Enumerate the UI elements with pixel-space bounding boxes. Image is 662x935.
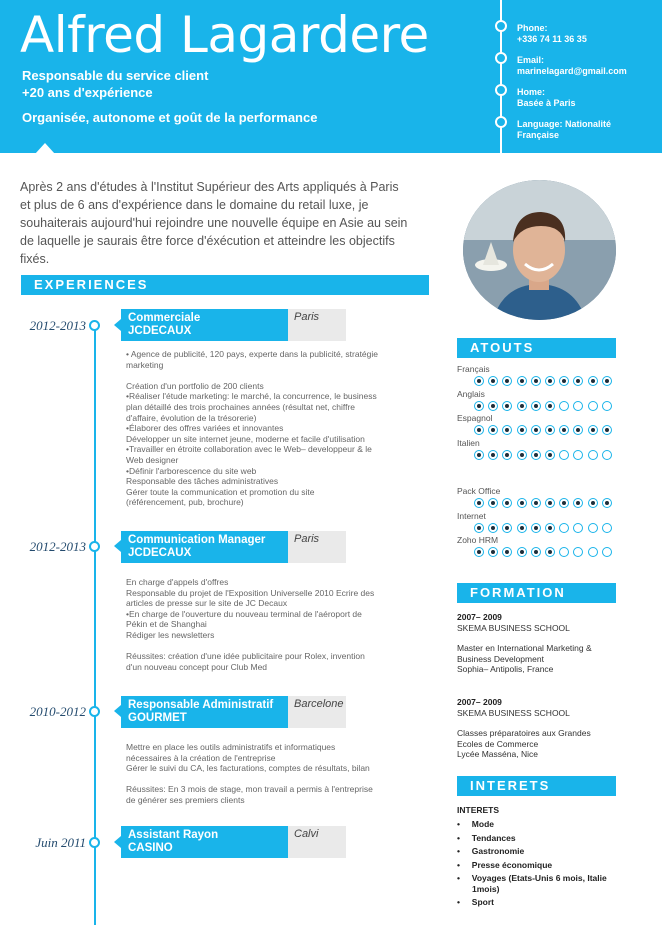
skill-dot-empty bbox=[573, 450, 583, 460]
contact-email bbox=[517, 55, 627, 77]
job-header bbox=[121, 309, 288, 341]
job-title: Assistant Rayon bbox=[128, 829, 219, 841]
experience-date: Juin 2011 bbox=[35, 835, 86, 850]
experiences-section-title: EXPERIENCES bbox=[21, 275, 429, 295]
skill-dot-filled bbox=[517, 523, 527, 533]
phone-value[interactable]: +336 74 11 36 35 bbox=[517, 34, 587, 44]
job-description-line bbox=[126, 774, 373, 785]
skill-dot-filled bbox=[573, 498, 583, 508]
tagline: Organisée, autonome et goût de la performance bbox=[22, 110, 318, 125]
job-description-line: Réussites: En 3 mois de stage, mon travail a permis à l'entreprise bbox=[126, 784, 373, 795]
job-header bbox=[121, 531, 288, 563]
job-city: Paris bbox=[288, 309, 346, 341]
skill-dot-empty bbox=[588, 450, 598, 460]
skill-dot-filled bbox=[559, 425, 569, 435]
skill-dot-filled bbox=[488, 547, 498, 557]
skill-label: Français bbox=[457, 364, 490, 374]
skill-dot-filled bbox=[502, 498, 512, 508]
timeline-dot bbox=[89, 320, 100, 331]
education-school: SKEMA BUSINESS SCHOOL bbox=[457, 622, 570, 633]
skill-dot-filled bbox=[545, 547, 555, 557]
interest-item: • Gastronomie bbox=[457, 846, 525, 856]
job-description-line: Responsable des tâches administratives bbox=[126, 476, 279, 487]
skill-dot-filled bbox=[545, 523, 555, 533]
skill-dot-filled bbox=[588, 425, 598, 435]
skill-dot-empty bbox=[602, 523, 612, 533]
skill-label: Espagnol bbox=[457, 413, 493, 423]
skill-dot-filled bbox=[545, 376, 555, 386]
job-description-line: Mettre en place les outils administratifs et informatiques bbox=[126, 742, 336, 752]
skill-dot-filled bbox=[531, 401, 541, 411]
job-description-line: plan détaillé des trois prochaines années (résultat net, chiffre bbox=[126, 401, 356, 412]
skill-dot-filled bbox=[517, 498, 527, 508]
interest-item: • Tendances bbox=[457, 832, 516, 843]
skill-dot-filled bbox=[531, 498, 541, 508]
contact-dot bbox=[495, 52, 507, 64]
contact-dot bbox=[495, 116, 507, 128]
skill-dot-filled bbox=[517, 401, 527, 411]
profile-photo bbox=[463, 180, 616, 320]
job-description-line: •Définir l'arborescence du site web bbox=[126, 465, 257, 476]
skill-dot-filled bbox=[588, 498, 598, 508]
home-value: Basée à Paris bbox=[517, 98, 576, 108]
skill-dot-filled bbox=[602, 425, 612, 435]
skill-dot-empty bbox=[588, 523, 598, 533]
job-description-line: marketing bbox=[126, 359, 164, 370]
job-description-line bbox=[126, 370, 378, 381]
skill-dot-filled bbox=[517, 376, 527, 386]
education-entry bbox=[457, 612, 592, 675]
education-school: SKEMA BUSINESS SCHOOL bbox=[457, 707, 570, 718]
experience-timeline bbox=[94, 325, 96, 925]
job-title: Commerciale bbox=[128, 312, 201, 324]
skill-dot-empty bbox=[559, 401, 569, 411]
skill-dot-filled bbox=[545, 401, 555, 411]
skill-dot-filled bbox=[502, 376, 512, 386]
atouts-section-title: ATOUTS bbox=[457, 338, 616, 358]
job-description-line: Responsable du projet de l'Exposition Universelle 2010 Ecrire des bbox=[126, 587, 375, 598]
job-description-line: •Travailler en étroite collaboration avec le Web– developpeur & le bbox=[126, 444, 372, 455]
skill-dot-filled bbox=[488, 498, 498, 508]
job-description-line: Rédiger les newsletters bbox=[126, 629, 215, 640]
skill-dot-filled bbox=[488, 523, 498, 533]
contact-phone bbox=[517, 23, 587, 45]
skill-dot-empty bbox=[573, 401, 583, 411]
job-description-line: •En charge de l'ouverture du nouveau terminal de l'aéroport de bbox=[126, 608, 362, 619]
skill-dot-filled bbox=[602, 376, 612, 386]
job-title: Responsable du service client bbox=[22, 68, 209, 83]
job-description-line: Développer un site internet jeune, moderne et facile d'utilisation bbox=[126, 433, 365, 444]
skill-dot-empty bbox=[559, 450, 569, 460]
timeline-dot bbox=[89, 837, 100, 848]
job-city: Barcelone bbox=[288, 696, 346, 728]
interest-item-continued: 1mois) bbox=[472, 883, 500, 894]
timeline-dot bbox=[89, 706, 100, 717]
skill-label: Zoho HRM bbox=[457, 535, 499, 545]
contact-language bbox=[517, 119, 611, 141]
experience-date: 2012-2013 bbox=[29, 539, 86, 554]
timeline-dot bbox=[89, 541, 100, 552]
job-title: Responsable Administratif bbox=[128, 699, 274, 711]
interest-item: • Voyages (Etats-Unis 6 mois, Italie bbox=[457, 873, 607, 883]
skill-dot-empty bbox=[588, 401, 598, 411]
job-title: Communication Manager bbox=[128, 534, 266, 546]
skill-dot-filled bbox=[517, 425, 527, 435]
job-description-line bbox=[126, 641, 374, 652]
job-city: Calvi bbox=[288, 826, 346, 858]
profile-summary: Après 2 ans d'études à l'Institut Supérieur des Arts appliqués à Paris et plus de 6 ans d'expérience dans le domaine du retail luxe, je souhaiterais aujourd'hui rejoindre une nouvelle équipe en Asie au sein de laquelle je saurais être force d'éxécution et atteindre les objectifs fixés. bbox=[20, 180, 408, 266]
skill-dot-empty bbox=[602, 450, 612, 460]
education-line: Classes préparatoires aux Grandes bbox=[457, 728, 591, 738]
skill-dot-filled bbox=[488, 376, 498, 386]
skill-dot-empty bbox=[559, 523, 569, 533]
interets-section-title: INTERETS bbox=[457, 776, 616, 796]
skill-dot-filled bbox=[488, 425, 498, 435]
job-description-line: •Réaliser l'étude marketing: le marché, la concurrence, le business bbox=[126, 391, 377, 402]
job-description-line: de générer ses premiers clients bbox=[126, 794, 245, 805]
skill-dot-filled bbox=[488, 401, 498, 411]
skill-dot-filled bbox=[573, 376, 583, 386]
skill-dot-filled bbox=[531, 376, 541, 386]
skill-dot-filled bbox=[531, 523, 541, 533]
experience-years: +20 ans d'expérience bbox=[22, 85, 153, 100]
skill-label: Internet bbox=[457, 510, 486, 521]
phone-label: Phone: bbox=[517, 23, 548, 33]
skill-dot-filled bbox=[488, 450, 498, 460]
skill-dot-filled bbox=[559, 376, 569, 386]
skill-dot-filled bbox=[502, 425, 512, 435]
interest-item: • Presse économique bbox=[457, 859, 553, 870]
formation-section-title: FORMATION bbox=[457, 583, 616, 603]
job-city: Paris bbox=[288, 531, 346, 563]
job-company: GOURMET bbox=[128, 712, 187, 724]
language-label: Language: Nationalité bbox=[517, 119, 612, 129]
job-description-line: Gérer le suivi du CA, les facturations, comptes de résultats, bilan bbox=[126, 763, 370, 774]
job-header bbox=[121, 826, 288, 858]
skill-dot-filled bbox=[545, 425, 555, 435]
job-description-line: •Élaborer des offres variées et innovantes bbox=[126, 423, 284, 434]
skill-dot-filled bbox=[502, 523, 512, 533]
contact-home bbox=[517, 87, 576, 109]
interest-item: • Sport bbox=[457, 897, 494, 907]
skill-dot-filled bbox=[531, 450, 541, 460]
email-value[interactable]: marinelagard@gmail.com bbox=[517, 66, 627, 76]
skill-dot-empty bbox=[602, 401, 612, 411]
education-line: Lycée Masséna, Nice bbox=[457, 749, 538, 759]
skill-dot-filled bbox=[474, 401, 484, 411]
job-header-arrow bbox=[114, 836, 121, 848]
skill-dot-filled bbox=[474, 425, 484, 435]
job-description-line: Web designer bbox=[126, 454, 179, 465]
job-company: JCDECAUX bbox=[128, 325, 192, 337]
skill-dot-filled bbox=[545, 450, 555, 460]
contact-dot bbox=[495, 84, 507, 96]
skill-dot-filled bbox=[502, 450, 512, 460]
skill-dot-filled bbox=[531, 425, 541, 435]
skill-dot-filled bbox=[474, 498, 484, 508]
skill-dot-filled bbox=[502, 547, 512, 557]
job-description-line: • Agence de publicité, 120 pays, experte dans la publicité, stratégie bbox=[126, 349, 378, 359]
skill-dot-empty bbox=[588, 547, 598, 557]
skill-label: Pack Office bbox=[457, 486, 501, 496]
job-header-arrow bbox=[114, 705, 121, 717]
skill-dot-filled bbox=[474, 523, 484, 533]
skill-dot-filled bbox=[545, 498, 555, 508]
candidate-name: Alfred Lagardere bbox=[20, 6, 429, 64]
job-description bbox=[126, 742, 373, 806]
skill-dot-filled bbox=[474, 376, 484, 386]
header-banner bbox=[0, 0, 662, 153]
job-description-line: d'un nouveau concept pour Club Med bbox=[126, 661, 268, 672]
education-line: Master en International Marketing & bbox=[457, 643, 592, 653]
experience-date: 2010-2012 bbox=[29, 704, 86, 719]
education-line: Business Development bbox=[457, 653, 544, 664]
interest-item: • Mode bbox=[457, 819, 494, 829]
skill-dot-filled bbox=[474, 450, 484, 460]
home-label: Home: bbox=[517, 87, 546, 97]
job-description-line: Création d'un portfolio de 200 clients bbox=[126, 380, 264, 391]
job-description-line: Pékin et de Shanghai bbox=[126, 619, 207, 630]
job-header-arrow bbox=[114, 319, 121, 331]
job-description-line: nécessaires à la création de l'entreprise bbox=[126, 752, 276, 763]
skill-dot-filled bbox=[588, 376, 598, 386]
experience-date: 2012-2013 bbox=[29, 318, 86, 333]
skill-dot-filled bbox=[517, 547, 527, 557]
job-description bbox=[126, 577, 374, 672]
skill-dot-filled bbox=[573, 425, 583, 435]
header-notch bbox=[35, 143, 55, 154]
job-header bbox=[121, 696, 288, 728]
job-description-line: d'affaire, évolution de la trésorerie) bbox=[126, 412, 257, 423]
skill-dot-empty bbox=[559, 547, 569, 557]
job-description-line: En charge d'appels d'offres bbox=[126, 577, 229, 587]
job-company: CASINO bbox=[128, 842, 173, 854]
job-description-line: articles de presse sur le site de JC Decaux bbox=[126, 598, 288, 609]
skill-dot-filled bbox=[502, 401, 512, 411]
interets-subtitle: INTERETS bbox=[457, 805, 500, 815]
skill-label: Italien bbox=[457, 437, 480, 448]
job-description-line: Gérer toute la communication et promotion du site bbox=[126, 486, 315, 497]
education-dates: 2007– 2009 bbox=[457, 612, 502, 622]
job-description-line: (référencement, pub, brochure) bbox=[126, 497, 244, 508]
education-dates: 2007– 2009 bbox=[457, 697, 502, 707]
job-company: JCDECAUX bbox=[128, 547, 192, 559]
email-label: Email: bbox=[517, 55, 545, 65]
job-header-arrow bbox=[114, 540, 121, 552]
skill-dot-filled bbox=[531, 547, 541, 557]
contact-dot bbox=[495, 20, 507, 32]
skill-dot-filled bbox=[517, 450, 527, 460]
skill-dot-empty bbox=[573, 547, 583, 557]
skill-dot-filled bbox=[602, 498, 612, 508]
skill-dot-empty bbox=[602, 547, 612, 557]
job-description-line: Réussites: création d'une idée publicitaire pour Rolex, invention bbox=[126, 651, 365, 662]
education-line: Ecoles de Commerce bbox=[457, 738, 539, 749]
skill-label: Anglais bbox=[457, 388, 485, 399]
interests-list bbox=[457, 819, 607, 908]
language-value: Française bbox=[517, 130, 560, 140]
skill-dot-empty bbox=[573, 523, 583, 533]
skill-dot-filled bbox=[474, 547, 484, 557]
skill-dot-filled bbox=[559, 498, 569, 508]
education-line: Sophia– Antipolis, France bbox=[457, 664, 554, 674]
education-entry bbox=[457, 697, 591, 760]
job-description bbox=[126, 349, 378, 508]
